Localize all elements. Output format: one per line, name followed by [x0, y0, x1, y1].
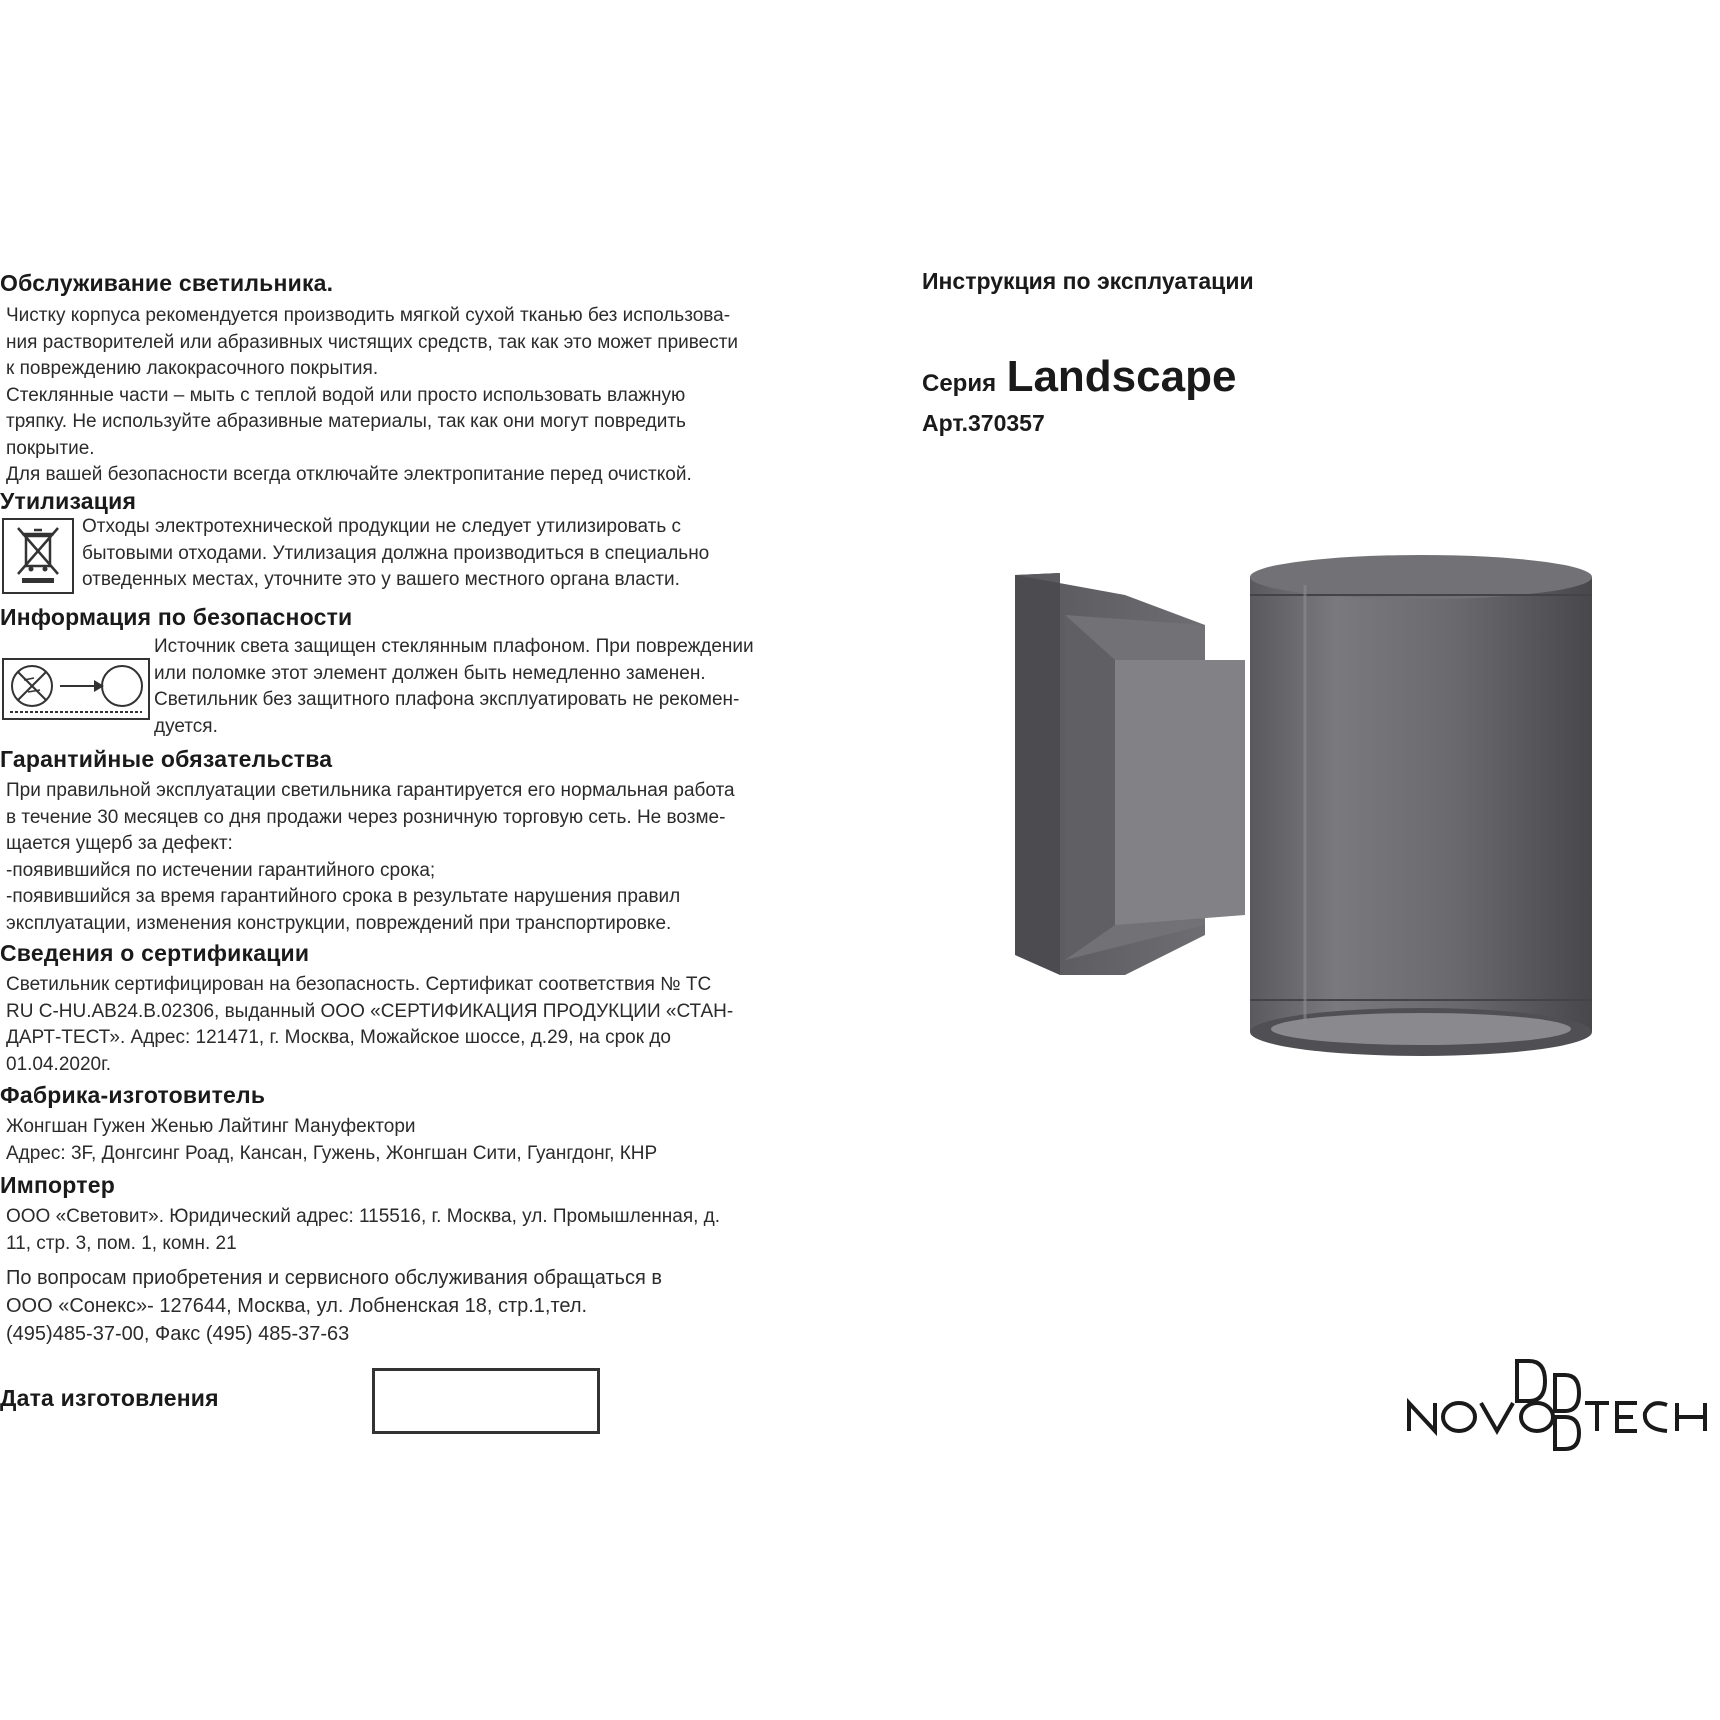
manufacture-date-label: Дата изготовления: [0, 1385, 219, 1411]
series-line: [922, 352, 1236, 402]
text-line: Жонгшан Гужен Женью Лайтинг Мануфектори: [6, 1116, 416, 1137]
manufacture-date-field: [372, 1368, 600, 1434]
warranty-text: [6, 778, 856, 937]
text-line: -появившийся за время гарантийного срока в результате нарушения правил: [6, 886, 681, 907]
importer-heading: Импортер: [0, 1172, 115, 1198]
manufacturer-heading: Фабрика-изготовитель: [0, 1082, 266, 1108]
text-line: -появившийся по истечении гарантийного срока;: [6, 859, 436, 881]
replace-damaged-glass-icon: [2, 658, 150, 720]
series-name: Landscape: [1006, 352, 1237, 401]
article-number: Арт.370357: [922, 410, 1045, 436]
text-line: дуется.: [154, 715, 218, 737]
crossed-bin-icon: [2, 518, 74, 594]
text-line: RU C-HU.AB24.B.02306, выданный ООО «СЕРТИФИКАЦИЯ ПРОДУКЦИИ «СТАН-: [6, 1000, 734, 1022]
text-line: Чистку корпуса рекомендуется производить мягкой сухой тканью без использова-: [6, 305, 731, 326]
text-line: эксплуатации, изменения конструкции, повреждений при транспортировке.: [6, 912, 672, 934]
disposal-text: [82, 514, 852, 594]
text-line: покрытие.: [6, 437, 95, 459]
text-line: в течение 30 месяцев со дня продажи через розничную торговую сеть. Не возме-: [6, 806, 726, 828]
text-line: ния растворителей или абразивных чистящих средств, так как это может привести: [6, 331, 739, 353]
warranty-heading: Гарантийные обязательства: [0, 746, 333, 772]
series-label: Серия: [922, 370, 997, 397]
text-line: Адрес: 3F, Донгсинг Роад, Кансан, Гужень, Жонгшан Сити, Гуангдонг, КНР: [6, 1142, 658, 1164]
certification-heading: Сведения о сертификации: [0, 940, 310, 966]
novotech-logo: [1405, 1355, 1715, 1455]
text-line: ДАРТ-ТЕСТ». Адрес: 121471, г. Москва, Можайское шоссе, д.29, на срок до: [6, 1027, 671, 1048]
text-line: бытовыми отходами. Утилизация должна производиться в специально: [82, 542, 710, 564]
certification-text: [6, 972, 856, 1078]
text-line: или поломке этот элемент должен быть немедленно заменен.: [154, 662, 706, 684]
text-line: При правильной эксплуатации светильника гарантируется его нормальная работа: [6, 780, 735, 801]
text-line: 11, стр. 3, пом. 1, комн. 21: [6, 1232, 237, 1254]
text-line: Светильник без защитного плафона эксплуатировать не рекомен-: [154, 689, 740, 710]
text-line: 01.04.2020г.: [6, 1053, 111, 1075]
safety-text: [154, 634, 854, 740]
text-line: Светильник сертифицирован на безопасность. Сертификат соответствия № ТС: [6, 974, 712, 995]
text-line: тряпку. Не используйте абразивные материалы, так как они могут повредить: [6, 411, 686, 432]
disposal-heading: Утилизация: [0, 488, 137, 514]
text-line: Источник света защищен стеклянным плафоном. При повреждении: [154, 636, 754, 657]
text-line: щается ущерб за дефект:: [6, 833, 233, 854]
text-line: отведенных местах, уточните это у вашего местного органа власти.: [82, 569, 680, 590]
maintenance-heading: Обслуживание светильника.: [0, 270, 334, 296]
text-line: Отходы электротехнической продукции не следует утилизировать с: [82, 516, 682, 537]
maintenance-text: [6, 303, 856, 489]
text-line: к повреждению лакокрасочного покрытия.: [6, 358, 379, 379]
text-line: ООО «Сонекс»- 127644, Москва, ул. Лобненская 18, стр.1,тел.: [6, 1295, 588, 1317]
text-line: По вопросам приобретения и сервисного обслуживания обращаться в: [6, 1267, 662, 1289]
text-line: ООО «Световит». Юридический адрес: 115516, г. Москва, ул. Промышленная, д.: [6, 1206, 721, 1227]
wall-lamp-cylinder-image: [1005, 555, 1605, 1075]
text-line: Для вашей безопасности всегда отключайте электропитание перед очисткой.: [6, 464, 692, 485]
importer-text: [6, 1204, 856, 1257]
text-line: Стеклянные части – мыть с теплой водой или просто использовать влажную: [6, 384, 686, 406]
text-line: (495)485-37-00, Факс (495) 485-37-63: [6, 1323, 350, 1345]
document-title: Инструкция по эксплуатации: [922, 268, 1254, 294]
service-contact-text: [6, 1264, 856, 1348]
safety-heading: Информация по безопасности: [0, 604, 353, 630]
manufacturer-text: [6, 1114, 856, 1167]
